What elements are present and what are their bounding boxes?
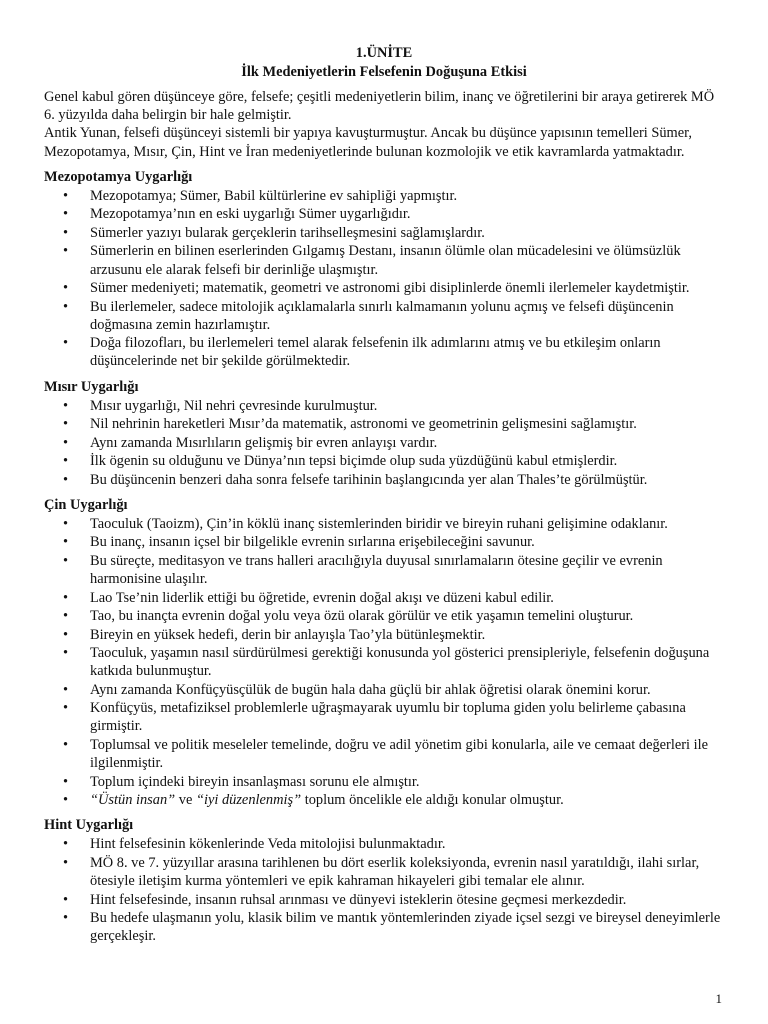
- list-item: • Toplum içindeki bireyin insanlaşması sorunu ele almıştır.: [44, 773, 724, 791]
- list-item: • Lao Tse’nin liderlik ettiği bu öğretide, evrenin doğal akışı ve düzeni kabul edilir.: [44, 589, 724, 607]
- bullet-list: [44, 515, 724, 810]
- list-item: • Sümerler yazıyı bularak gerçeklerin tarihselleşmesini sağlamışlardır.: [44, 224, 724, 242]
- list-item: • Toplumsal ve politik meseleler temelinde, doğru ve adil yönetim gibi konularla, aile ve cemaat değerleri ile ilgilenmiştir.: [44, 736, 724, 772]
- list-item: • Aynı zamanda Mısırlıların gelişmiş bir evren anlayışı vardır.: [44, 434, 724, 452]
- list-item: • Taoculuk (Taoizm), Çin’in köklü inanç sistemlerinden biridir ve bireyin ruhani gelişimine odaklanır.: [44, 515, 724, 533]
- list-item: • Aynı zamanda Konfüçyüsçülük de bugün hala daha güçlü bir ahlak öğretisi olarak önemini korur.: [44, 681, 724, 699]
- section-heading: Hint Uygarlığı: [44, 817, 134, 834]
- list-item: • Sümer medeniyeti; matematik, geometri ve astronomi gibi disiplinlerde önemli ilerlemeler kaydetmiştir.: [44, 279, 724, 297]
- list-item: • Nil nehrinin hareketleri Mısır’da matematik, astronomi ve geometrinin gelişmesini sağlamıştır.: [44, 415, 724, 433]
- intro: [44, 88, 724, 161]
- list-item: • Sümerlerin en bilinen eserlerinden Gılgamış Destanı, insanın ölümle olan mücadelesini ve ölümsüzlük arzusunu ele alarak felsefi bir derinliğe ulaşmıştır.: [44, 242, 724, 278]
- list-item: • Tao, bu inançta evrenin doğal yolu veya özü olarak görülür ve etik yaşamın temelini oluşturur.: [44, 607, 724, 625]
- section-hint: [44, 816, 724, 945]
- list-item: • Taoculuk, yaşamın nasıl sürdürülmesi gerektiği konusunda yol gösterici prensipleriyle, felsefenin doğuşuna katkıda bulunmuştur.: [44, 644, 724, 680]
- list-item: • Bireyin en yüksek hedefi, derin bir anlayışla Tao’yla bütünleşmektir.: [44, 626, 724, 644]
- section-misir: [44, 378, 724, 489]
- list-item: • Mezopotamya’nın en eski uygarlığı Sümer uygarlığıdır.: [44, 205, 724, 223]
- page-title: İlk Medeniyetlerin Felsefenin Doğuşuna Etkisi: [241, 64, 527, 80]
- italic-term: “iyi düzenlenmiş”: [195, 792, 302, 809]
- section-cin: [44, 496, 724, 810]
- section-heading: Mezopotamya Uygarlığı: [44, 168, 193, 185]
- list-text: ve: [175, 792, 196, 809]
- bullet-list: [44, 397, 724, 489]
- list-item: • Mezopotamya; Sümer, Babil kültürlerine ev sahipliği yapmıştır.: [44, 187, 724, 205]
- list-item: • Bu düşüncenin benzeri daha sonra felsefe tarihinin başlangıcında yer alan Thales’te görülmüştür.: [44, 471, 724, 489]
- list-item: • Mısır uygarlığı, Nil nehri çevresinde kurulmuştur.: [44, 397, 724, 415]
- list-item: • Bu hedefe ulaşmanın yolu, klasik bilim ve mantık yöntemlerinden ziyade içsel sezgi ve bireysel deneyimlerle gerçekleşir.: [44, 909, 724, 945]
- unit-label: 1.ÜNİTE: [355, 45, 413, 61]
- intro-paragraph: Genel kabul gören düşünceye göre, felsefe; çeşitli medeniyetlerin bilim, inanç ve öğretilerini bir araya getirerek MÖ 6. yüzyılda daha belirgin bir hale gelmiştir.: [44, 89, 715, 124]
- list-item: • Bu inanç, insanın içsel bir bilgelikle evrenin sırlarına erişebileceğini savunur.: [44, 533, 724, 551]
- page-number: 1: [715, 991, 722, 1006]
- list-item: • Bu ilerlemeler, sadece mitolojik açıklamalarla sınırlı kalmamanın yolunu açmış ve felsefi düşüncenin doğmasına zemin hazırlamıştır.: [44, 298, 724, 334]
- list-item: • Doğa filozofları, bu ilerlemeleri temel alarak felsefenin ilk adımlarını atmış ve bu etkileşim onların düşüncelerinde net bir şekilde görülmektedir.: [44, 334, 724, 370]
- list-item: • Hint felsefesinin kökenlerinde Veda mitolojisi bulunmaktadır.: [44, 835, 724, 853]
- list-item: • Bu süreçte, meditasyon ve trans halleri aracılığıyla duyusal sınırlamaların ötesine geçilir ve evrenin harmonisine ulaşılır.: [44, 552, 724, 588]
- list-item: • İlk ögenin su olduğunu ve Dünya’nın tepsi biçimde olup suda yüzdüğünü kabul etmişlerdir.: [44, 452, 724, 470]
- bullet-list: [44, 187, 724, 371]
- list-item: • MÖ 8. ve 7. yüzyıllar arasına tarihlenen bu dört eserlik koleksiyonda, evrenin nasıl yaratıldığı, ilahi sırlar, ötesiyle iletişim kurma yöntemleri ve epik kahraman hikayeleri gibi temalar ele alınır.: [44, 854, 724, 890]
- bullet-list: [44, 835, 724, 945]
- list-item: • Hint felsefesinde, insanın ruhsal arınması ve dünyevi isteklerin ötesine geçmesi merkezdedir.: [44, 891, 724, 909]
- section-heading: Mısır Uygarlığı: [44, 378, 139, 395]
- list-text: toplum öncelikle ele aldığı konular olmuştur.: [301, 792, 564, 809]
- document-page: [44, 44, 724, 945]
- intro-paragraph: Antik Yunan, felsefi düşünceyi sistemli bir yapıya kavuşturmuştur. Ancak bu düşünce yapısının temelleri Sümer, Mezopotamya, Mısır, Çin, Hint ve İran medeniyetlerinde bulunan kozmolojik ve etik kavramlarda yatmaktadır.: [44, 125, 692, 160]
- italic-term: “Üstün insan”: [90, 792, 176, 809]
- section-mezopotamya: [44, 168, 724, 371]
- list-item: [44, 791, 724, 809]
- list-item: • Konfüçyüs, metafiziksel problemlerle uğraşmayarak uyumlu bir topluma giden yolu belirleme çabasına girmiştir.: [44, 699, 724, 735]
- section-heading: Çin Uygarlığı: [44, 496, 128, 513]
